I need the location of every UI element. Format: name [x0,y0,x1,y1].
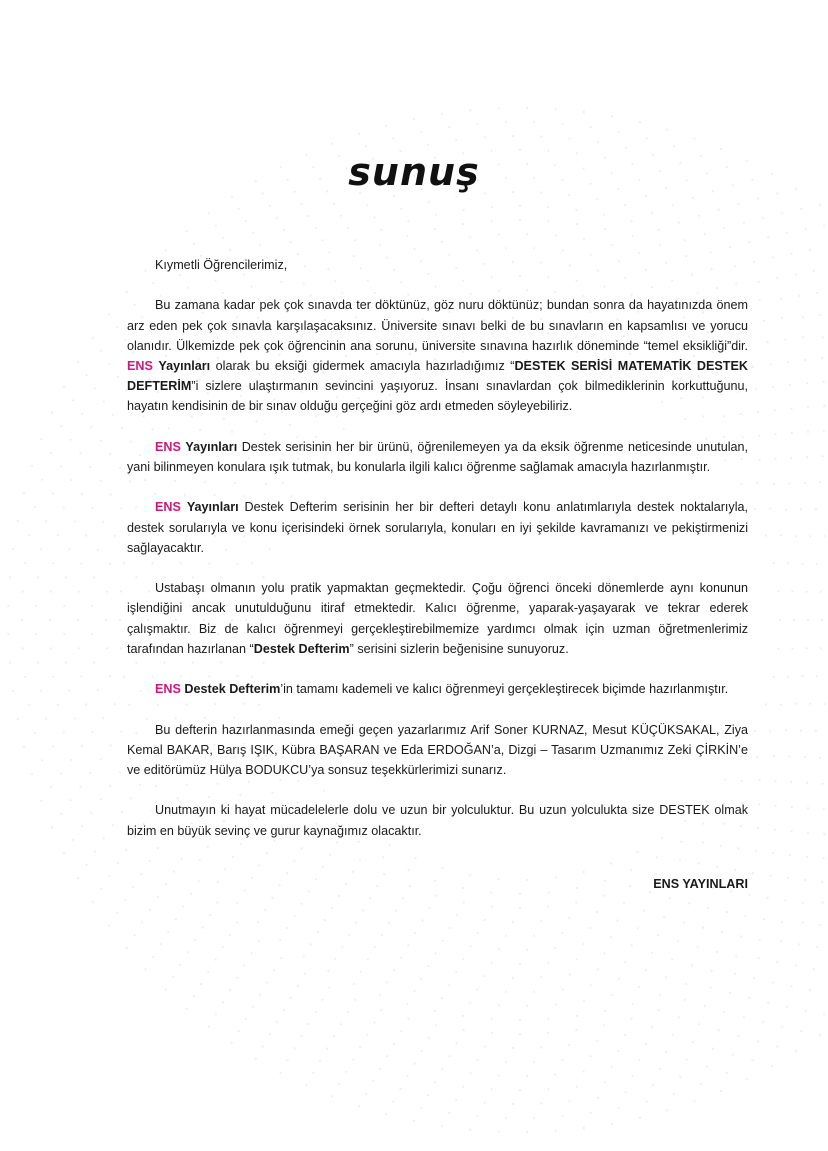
ens-brand: ENS [155,500,181,515]
page-title: sunuş [348,150,480,194]
paragraph-3: ENS Yayınları Destek Defterim serisinin her bir defteri detaylı konu anlatımlarıyla destek noktalarıyla, destek sorularıyla ve konu içerisindeki örnek sorularıyla, konuları en iyi şekilde kavramanızı ve pekiştirmenizi sağlayacaktır. [127,500,749,555]
ens-brand: ENS [127,359,153,373]
paragraph-5: ENS Destek Defterim’in tamamı kademeli ve kalıcı öğrenmeyi gerçekleştirecek biçimde hazırlanmıştır. [155,682,729,697]
ens-brand: ENS [155,682,181,697]
signature: ENS YAYINLARI [653,877,748,891]
product-name: DESTEK SERİSİ MATEMATİK DESTEK DEFTERİM [127,359,748,394]
preface-body [127,255,748,841]
paragraph-1: Bu zamana kadar pek çok sınavda ter döktünüz, göz nuru döktünüz; bundan sonra da hayatınızda önem arz eden pek çok sınavla karşılaşacaksınız. Üniversite sınavı belki de bu sınavların en kapsamlısı ve yorucu olanıdır. Ülkemizde pek çok öğrencinin ana sorunu, üniversite sınavına hazırlık döneminde “temel eksikliği”dir. ENS Yayınları olarak bu eksiği gidermek amacıyla hazırladığımız “DESTEK SERİSİ MATEMATİK DESTEK DEFTERİM”i sizlere ulaştırmanın sevincini yaşıyoruz. İnsanı sınavlardan çok bilmediklerinin korkuttuğunu, hayatın kendisinin de bir sınav olduğu gerçeğini göz ardı etmeden söyleyebiliriz. [127,298,748,414]
paragraph-4: Ustabaşı olmanın yolu pratik yapmaktan geçmektedir. Çoğu öğrenci önceki dönemlerde aynı konunun işlendiğini ancak unutulduğunu itiraf etmektedir. Kalıcı öğrenme, yaparak-yaşayarak ve tekrar ederek çalışmaktır. Biz de kalıcı öğrenmeyi gerçekleştirebilmemize yardımcı olmak için uzman öğretmenlerimiz tarafından hazırlanan “Destek Defterim” serisini sizlerin beğenisine sunuyoruz. [127,581,748,656]
paragraph-6: Bu defterin hazırlanmasında emeği geçen yazarlarımız Arif Soner KURNAZ, Mesut KÜÇÜKSAKAL, Ziya Kemal BAKAR, Barış IŞIK, Kübra BAŞARAN ve Eda ERDOĞAN’a, Dizgi – Tasarım Uzmanımız Zeki ÇİRKİN’e ve editörümüz Hülya BODUKCU’ya sonsuz teşekkürlerimizi sunarız. [127,722,748,777]
paragraph-2: ENS Yayınları Destek serisinin her bir ürünü, öğrenilemeyen ya da eksik öğrenme neticesinde unutulan, yani bilinmeyen konulara ışık tutmak, bu konularla ilgili kalıcı öğrenme sağlamak amacıyla hazırlanmıştır. [127,439,749,474]
ens-brand: ENS [155,439,181,454]
paragraph-7: Unutmayın ki hayat mücadelelerle dolu ve uzun bir yolculuktur. Bu uzun yolculukta size DESTEK olmak bizim en büyük sevinç ve gurur kaynağımız olacaktır. [127,803,748,838]
greeting: Kıymetli Öğrencilerimiz, [155,258,288,272]
